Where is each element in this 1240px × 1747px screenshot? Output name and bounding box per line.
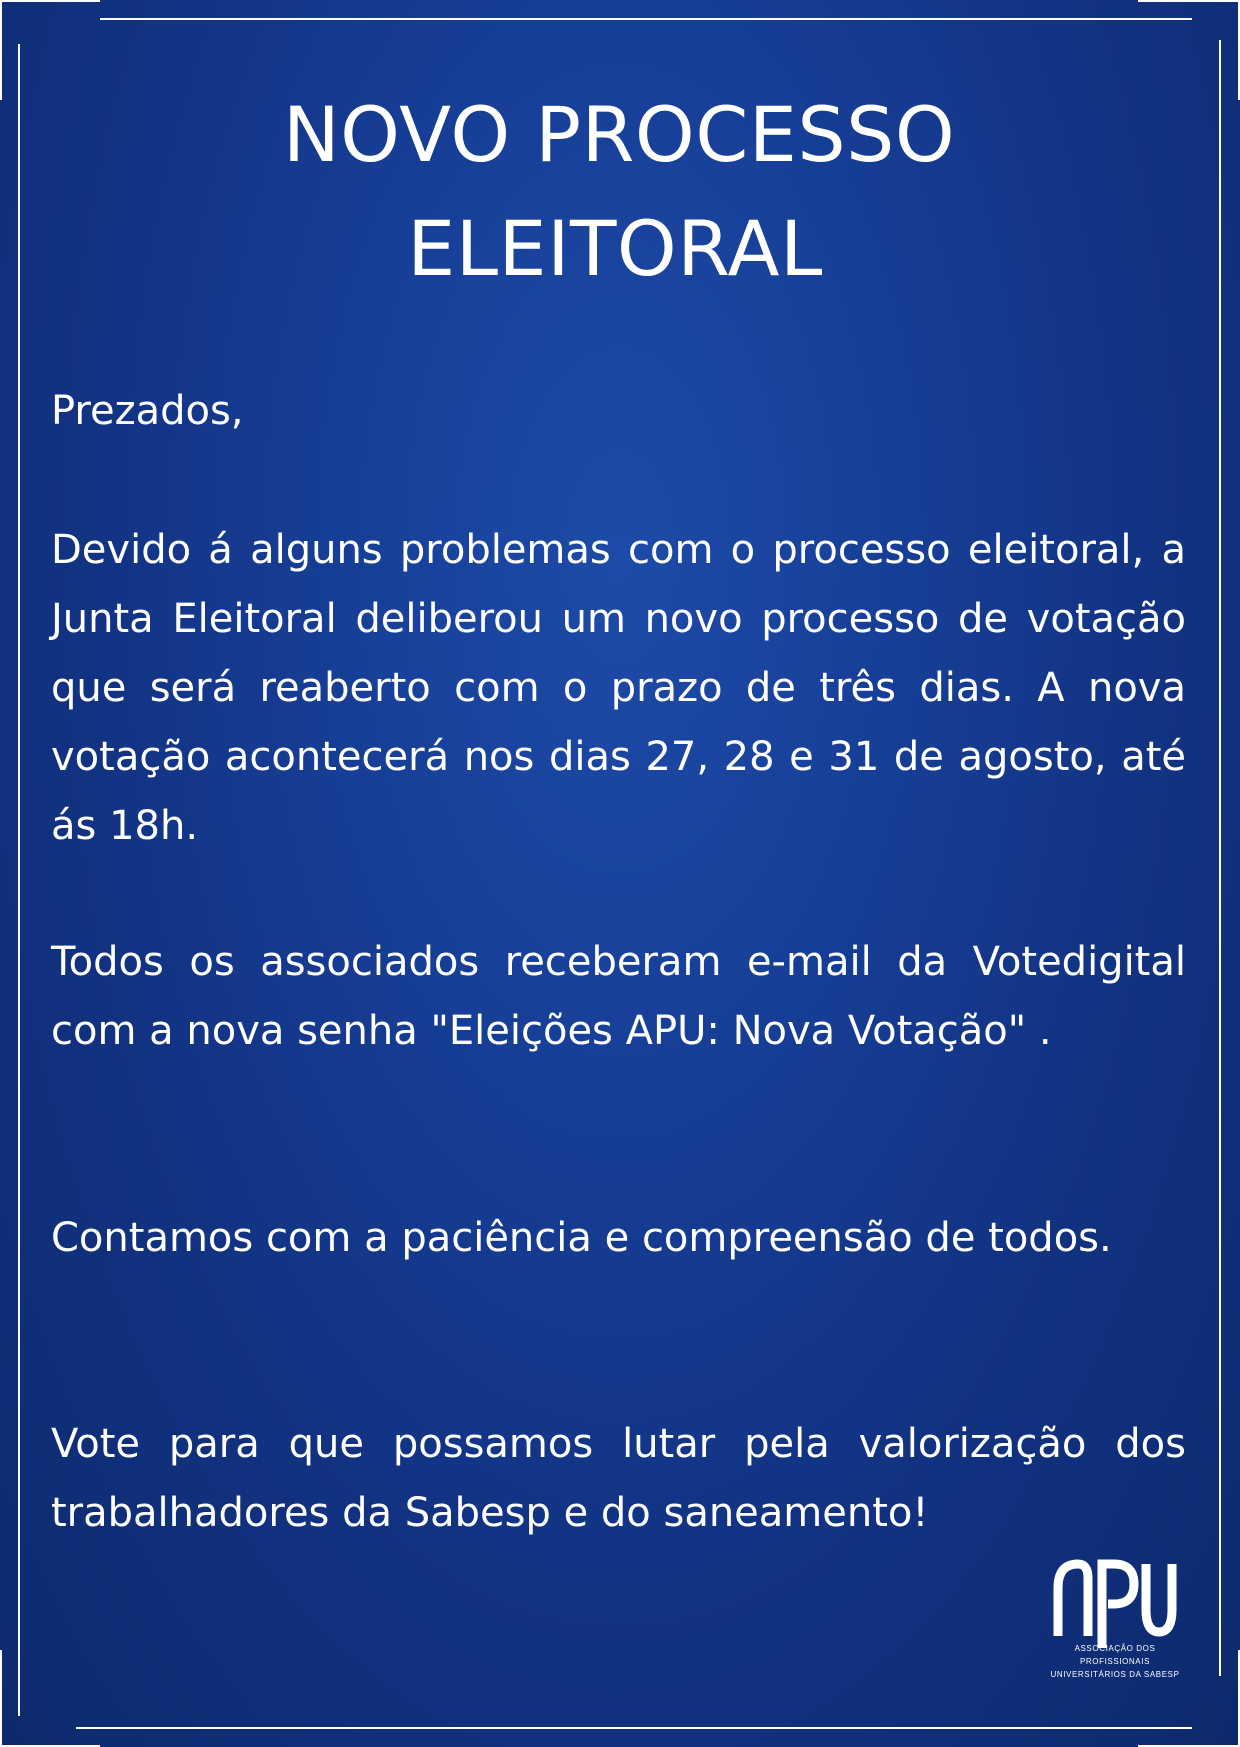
paragraph-vote-call: Vote para que possamos lutar pela valorização dos trabalhadores da Sabesp e do saneamento! xyxy=(51,1421,1186,1536)
corner-top-right xyxy=(1138,0,1240,2)
frame-top-line xyxy=(100,18,1192,20)
page-title xyxy=(0,78,1240,306)
logo-caption-line-1: ASSOCIAÇÃO DOS PROFISSIONAIS xyxy=(1074,1644,1156,1666)
greeting: Prezados, xyxy=(51,388,244,434)
title-line-1: NOVO PROCESSO xyxy=(282,90,956,179)
frame-bottom-line xyxy=(76,1727,1192,1729)
logo-caption-line-2: UNIVERSITÁRIOS DA SABESP xyxy=(1050,1670,1180,1679)
paragraph-new-voting: Devido á alguns problemas com o processo eleitoral, a Junta Eleitoral deliberou um novo processo de votação que será reaberto com o prazo de três dias. A nova votação acontecerá nos dias 27, 28 e 31 de agosto, até ás 18h. xyxy=(51,527,1186,849)
corner-top-left xyxy=(0,0,100,2)
paragraph-email-notice: Todos os associados receberam e-mail da Votedigital com a nova senha "Eleições APU: Nova Votação" . xyxy=(51,939,1186,1054)
corner-bottom-left xyxy=(0,1650,2,1747)
logo-caption xyxy=(1040,1642,1190,1681)
paragraph-patience: Contamos com a paciência e compreensão de todos. xyxy=(51,1215,1112,1261)
title-line-2: ELEITORAL xyxy=(407,204,823,293)
